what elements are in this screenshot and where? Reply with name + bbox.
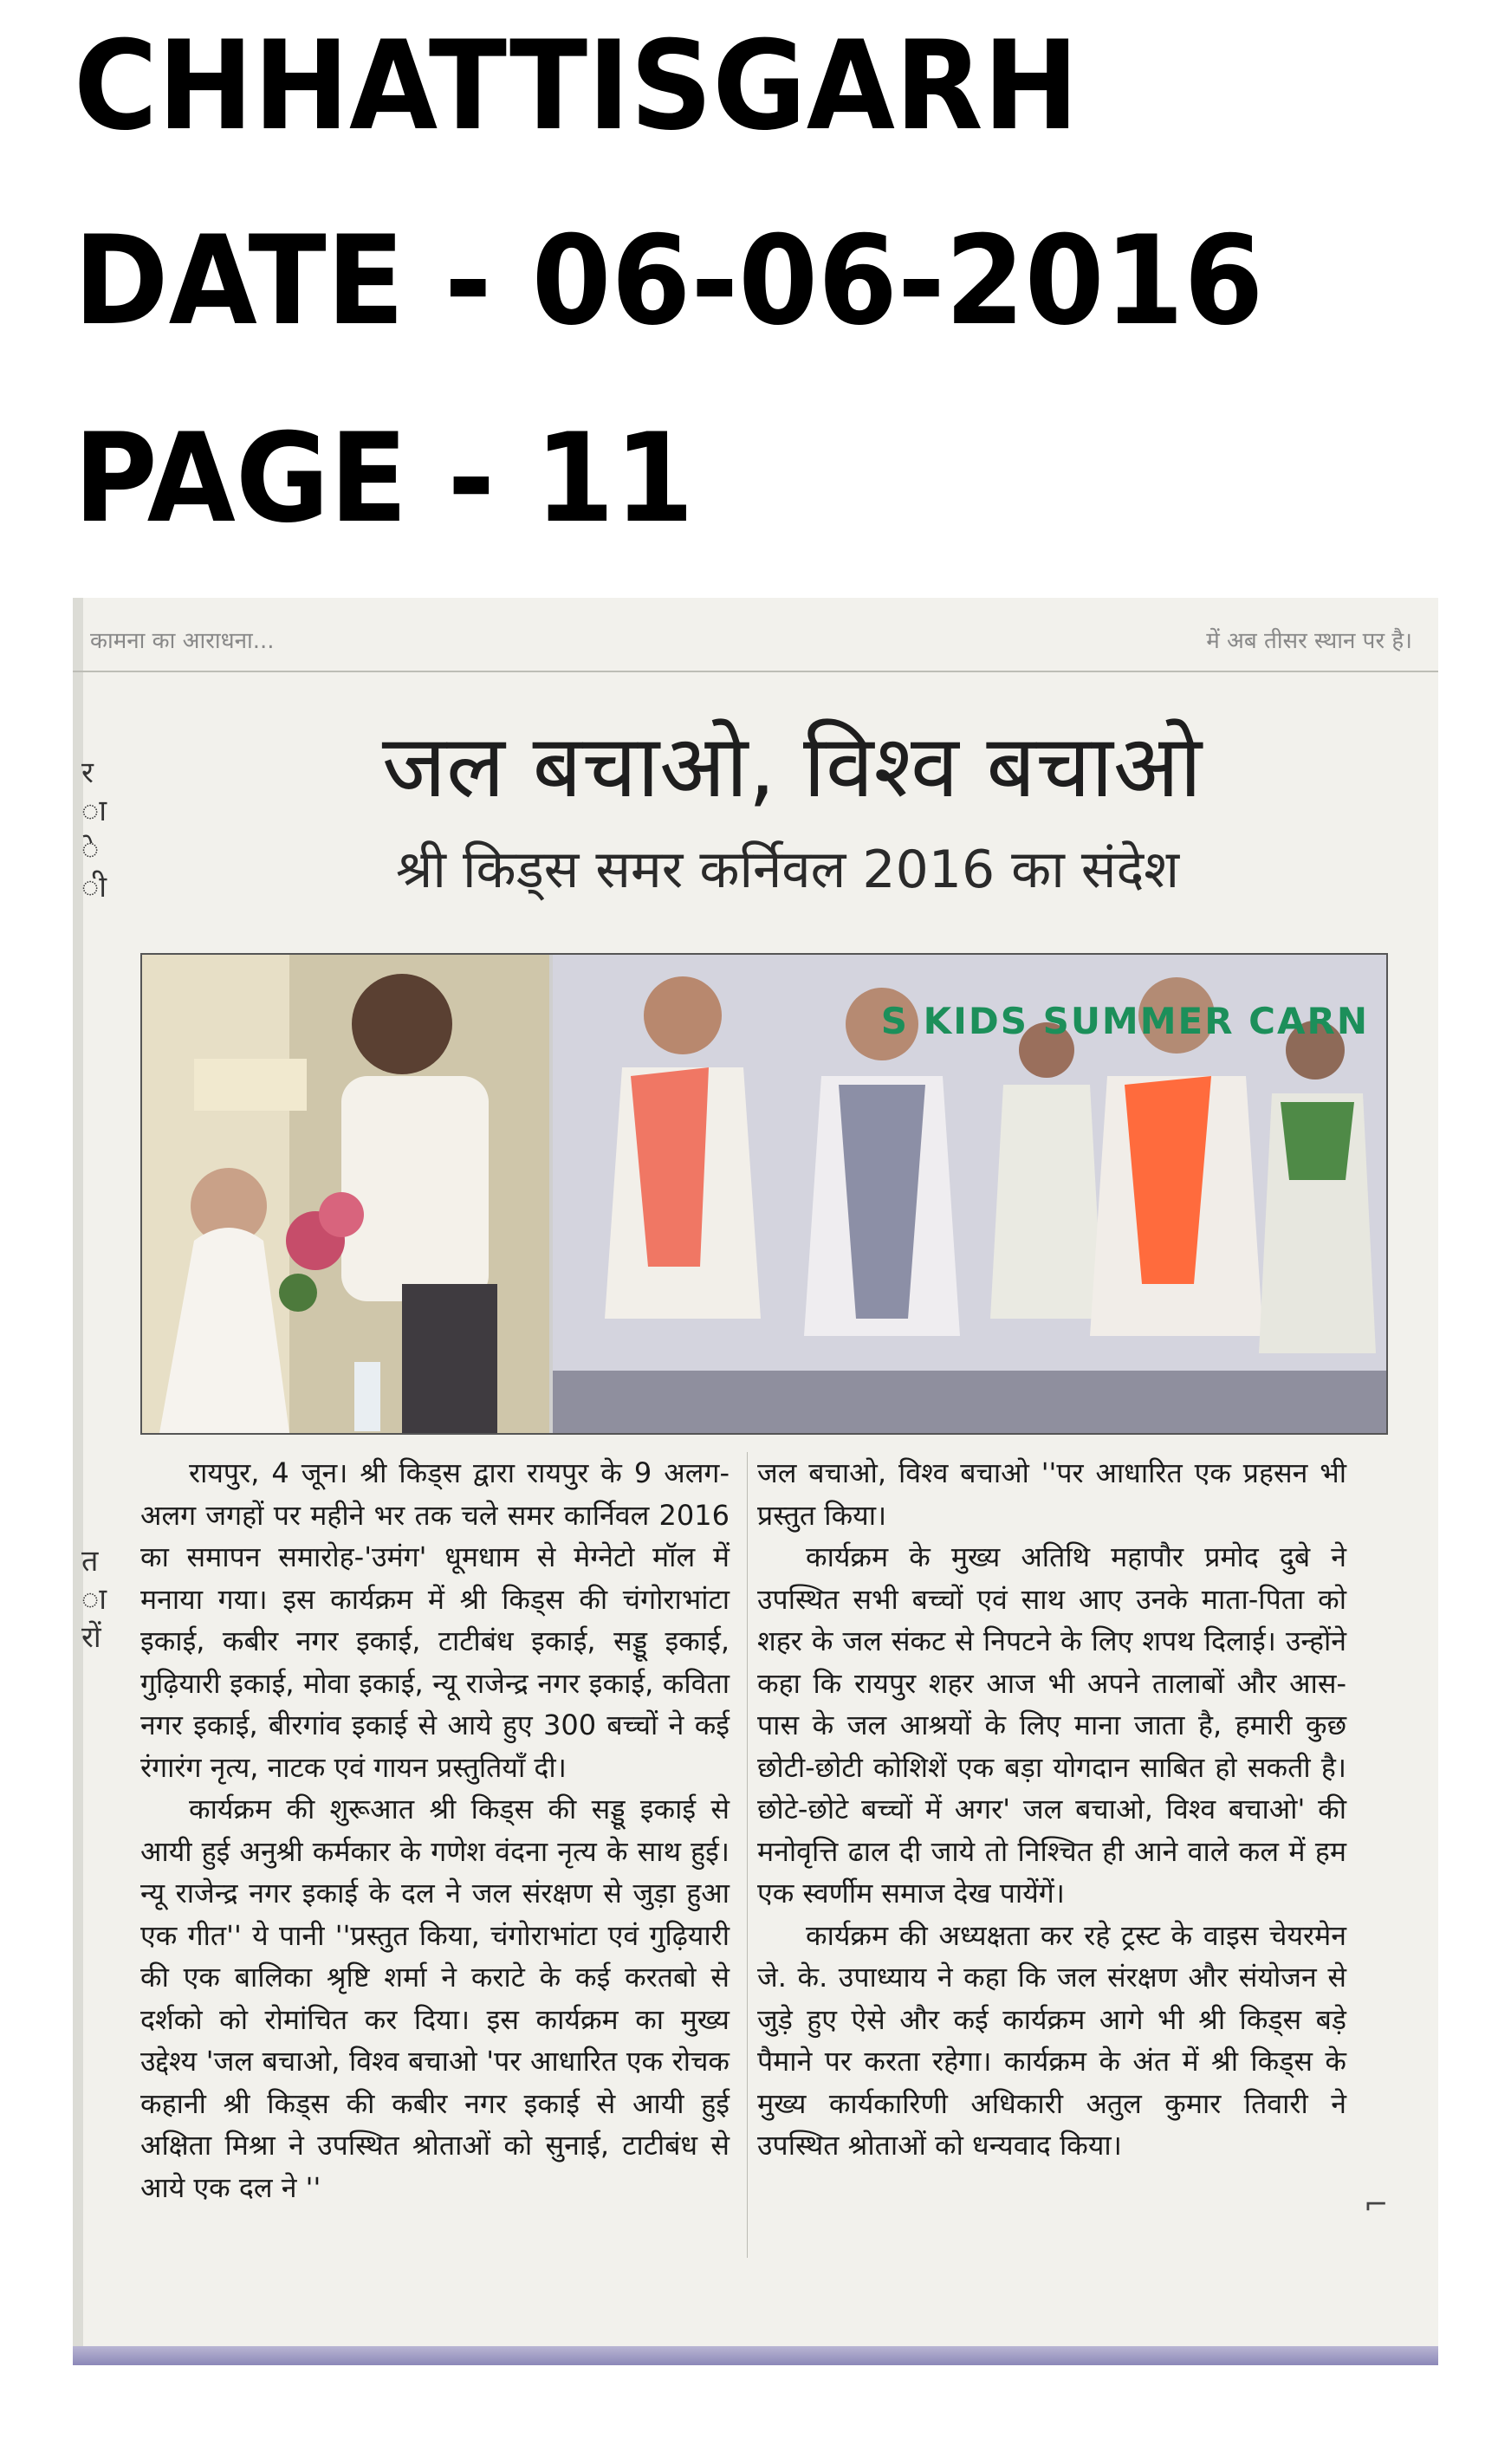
article-headline: जल बचाओ, विश्व बचाओ [381, 716, 1203, 817]
page-header [74, 15, 1477, 550]
column-2-paragraph-2: कार्यक्रम के मुख्य अतिथि महापौर प्रमोद दुबे ने उपस्थित सभी बच्चों एवं साथ आए उनके माता-पिता को शहर के जल संकट से निपटने के लिए शपथ दिलाई। उन्होंने कहा कि रायपुर शहर आज भी अपने तालाबों और आस-पास के जल आश्रयों के लिए माना जाता है, हमारी कुछ छोटी-छोटी कोशिशें एक बड़ा योगदान साबित हो सकती है। छोटे-छोटे बच्चों में अगर' जल बचाओ, विश्व बचाओ' की मनोवृत्ति ढाल दी जाये तो निश्चित ही आने वाले कल में हम एक स्वर्णीम समाज देख पायेंगें। [757, 1540, 1346, 1910]
photo-chief-guest-with-child [142, 955, 549, 1433]
article-photos [140, 953, 1388, 1435]
article-column-2 [757, 1452, 1346, 2167]
article-column-1 [140, 1452, 730, 2208]
column-1-paragraph-2: कार्यक्रम की शुरूआत श्री किड्स की सड्डू इकाई से आयी हुई अनुश्री कर्मकार के गणेश वंदना नृत्य के साथ हुई। न्यू राजेन्द्र नगर इकाई के दल ने जल संरक्षण से जुड़ा हुआ एक गीत'' ये पानी ''प्रस्तुत किया, चंगोराभांटा एवं गुढ़ियारी की एक बालिका श्रृष्टि शर्मा ने कराटे के कई करतबो से दर्शको को रोमांचित कर दिया। इस कार्यक्रम का मुख्य उद्देश्य 'जल बचाओ, विश्व बचाओ 'पर आधारित एक रोचक कहानी श्री किड्स की कबीर नगर इकाई से आयी हुई अक्षिता मिश्रा ने उपस्थित श्रोताओं को सुनाई, टाटीबंध से आये एक दल ने '' [140, 1793, 730, 2204]
strip-text-right: में अब तीसर स्थान पर है। [1206, 628, 1412, 654]
state-title: CHHATTISGARH [74, 15, 1080, 158]
newspaper-clipping [73, 598, 1438, 2365]
previous-article-strip [73, 598, 1438, 672]
photo-1-illustration [142, 955, 549, 1433]
date-line: DATE - 06-06-2016 [74, 210, 1264, 353]
column-divider [747, 1452, 748, 2258]
photo-children-dance-performance [553, 955, 1386, 1433]
column-2-paragraph-3: कार्यक्रम की अध्यक्षता कर रहे ट्रस्ट के वाइस चेयरमेन जे. के. उपाध्याय ने कहा कि जल संरक्षण और संयोजन से जुड़े हुए ऐसे और कई कार्यक्रम आगे भी श्री किड्स बड़े पैमाने पर करता रहेगा। कार्यक्रम के अंत में श्री किड्स के मुख्य कार्यकारिणी अधिकारी अतुल कुमार तिवारी ने उपस्थित श्रोताओं को धन्यवाद किया। [757, 1918, 1346, 2162]
clipping-bottom-band [73, 2346, 1438, 2365]
strip-text-left: कामना का आराधना... [90, 628, 275, 654]
adjacent-column-fragment-mid: त ा रों [81, 1544, 107, 1655]
column-end-mark: ⌐ [1364, 2188, 1389, 2222]
adjacent-column-fragment-top: र ा े ी [81, 755, 107, 905]
carnival-banner-text: S KIDS SUMMER CARN [880, 1000, 1369, 1042]
article-subheadline: श्री किड्स समर कर्निवल 2016 का संदेश [395, 840, 1180, 900]
page-number-line: PAGE - 11 [74, 407, 695, 550]
column-1-paragraph-1: रायपुर, 4 जून। श्री किड्स द्वारा रायपुर के 9 अलग-अलग जगहों पर महीने भर तक चले समर कार्निवल 2016 का समापन समारोह-'उमंग' धूमधाम से मेग्नेटो मॉल में मनाया गया। इस कार्यक्रम में श्री किड्स की चंगोराभांटा इकाई, कबीर नगर इकाई, टाटीबंध इकाई, सड्डू इकाई, गुढ़ियारी इकाई, मोवा इकाई, न्यू राजेन्द्र नगर इकाई, कविता नगर इकाई, बीरगांव इकाई से आये हुए 300 बच्चों ने कई रंगारंग नृत्य, नाटक एवं गायन प्रस्तुतियाँ दी। [140, 1456, 730, 1784]
column-2-paragraph-1: जल बचाओ, विश्व बचाओ ''पर आधारित एक प्रहसन भी प्रस्तुत किया। [757, 1456, 1346, 1532]
